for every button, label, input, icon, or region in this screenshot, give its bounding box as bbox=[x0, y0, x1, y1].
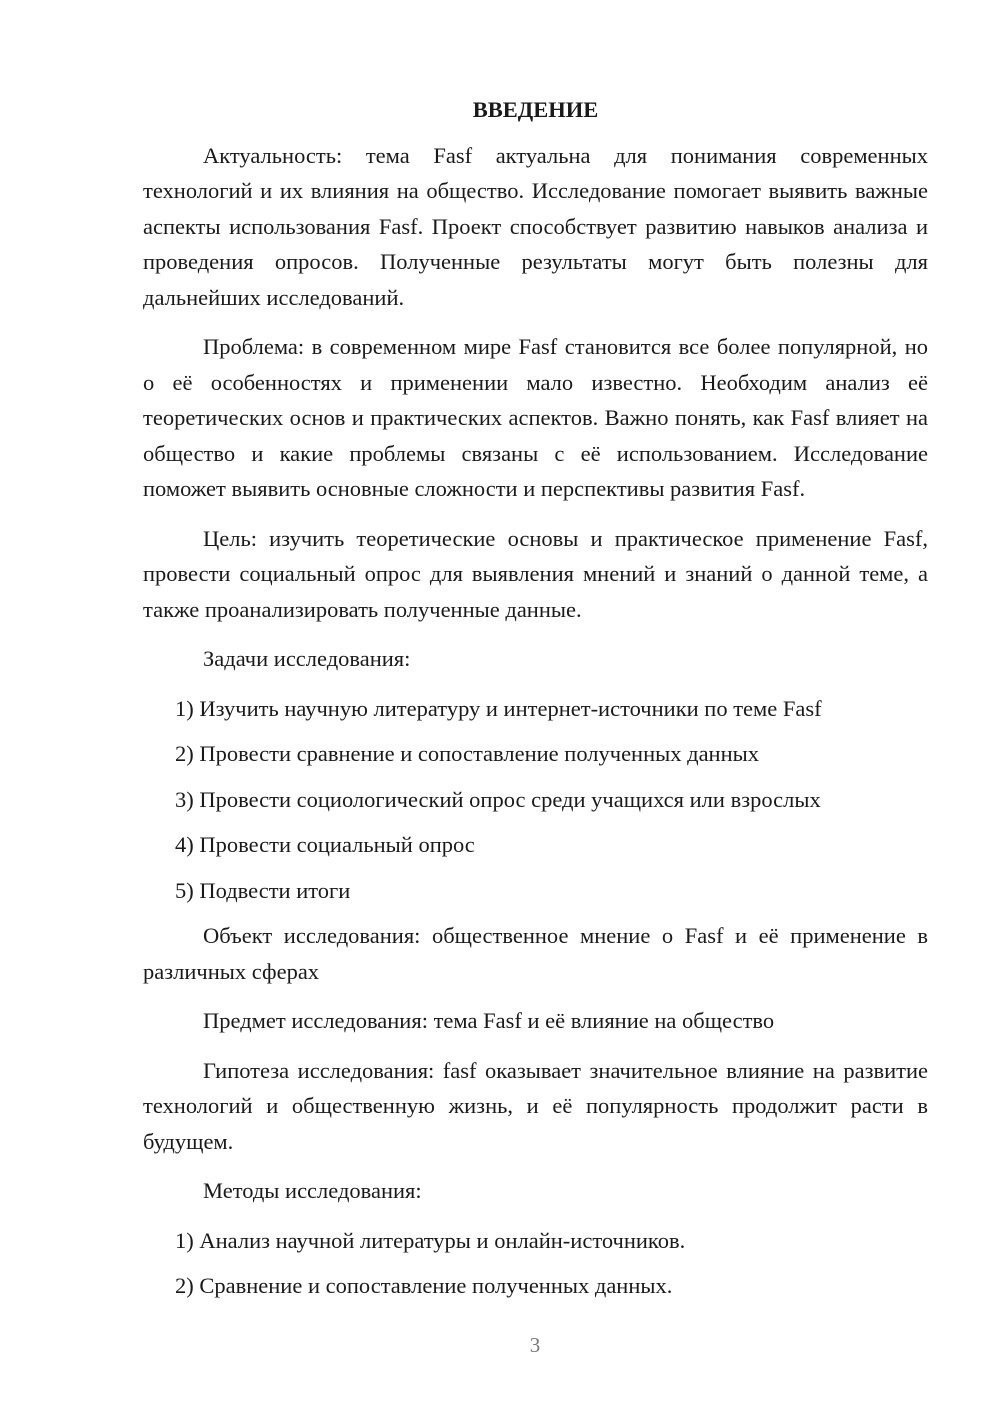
object-paragraph: Объект исследования: общественное мнение о Fasf и её применение в различных сферах bbox=[143, 923, 928, 984]
task-item-1: 1) Изучить научную литературу и интернет-источники по теме Fasf bbox=[175, 695, 822, 721]
task-item-3: 3) Провести социологический опрос среди учащихся или взрослых bbox=[175, 786, 821, 812]
methods-heading: Методы исследования: bbox=[203, 1178, 422, 1203]
relevance-paragraph: Актуальность: тема Fasf актуальна для понимания современных технологий и их влияния на общество. Исследование помогает выявить важные аспекты использования Fasf. Проект способствует развитию навыков анализа и проведения опросов. Полученные результаты могут быть полезны для дальнейших исследований. bbox=[143, 142, 928, 310]
task-item-2: 2) Провести сравнение и сопоставление полученных данных bbox=[175, 741, 760, 766]
goal-paragraph: Цель: изучить теоретические основы и практическое применение Fasf, провести социальный опрос для выявления мнений и знаний о данной теме, а также проанализировать полученные данные. bbox=[143, 525, 928, 622]
method-item-2: 2) Сравнение и сопоставление полученных данных. bbox=[175, 1273, 673, 1298]
method-item-1: 1) Анализ научной литературы и онлайн-источников. bbox=[175, 1227, 686, 1253]
hypothesis-paragraph: Гипотеза исследования: fasf оказывает значительное влияние на развитие технологий и общественную жизнь, и её популярность продолжит расти в будущем. bbox=[143, 1057, 928, 1154]
subject-paragraph: Предмет исследования: тема Fasf и её влияние на общество bbox=[203, 1008, 775, 1033]
page-number: 3 bbox=[529, 1333, 541, 1357]
page-content bbox=[143, 92, 928, 1314]
problem-paragraph: Проблема: в современном мире Fasf становится все более популярной, но о её особенностях и применении мало известно. Необходим анализ её теоретических основ и практических аспектов. Важно понять, как Fasf влияет на общество и какие проблемы связаны с её использованием. Исследование поможет выявить основные сложности и перспективы развития Fasf. bbox=[143, 334, 928, 501]
task-item-5: 5) Подвести итоги bbox=[175, 877, 351, 903]
tasks-heading: Задачи исследования: bbox=[203, 646, 411, 671]
task-item-4: 4) Провести социальный опрос bbox=[175, 832, 475, 857]
page-title: ВВЕДЕНИЕ bbox=[472, 97, 599, 122]
